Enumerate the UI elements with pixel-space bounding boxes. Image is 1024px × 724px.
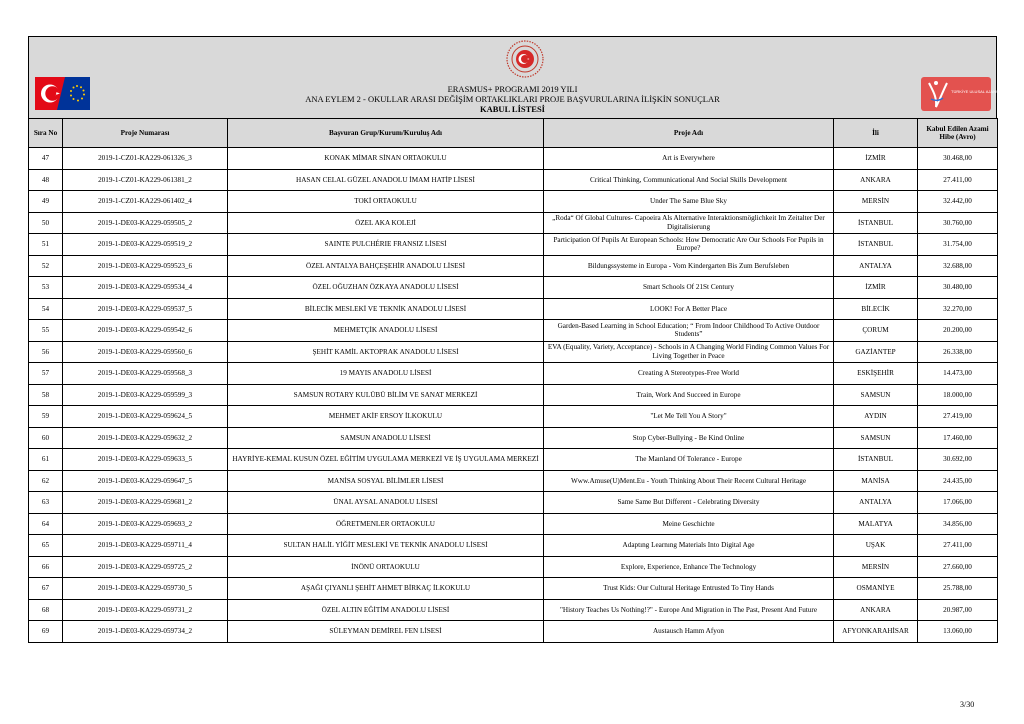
proje-adi-cell: Creating A Stereotypes-Free World [544, 363, 834, 385]
ili-cell: İSTANBUL [834, 212, 918, 234]
proje-numarasi-cell: 2019-1-CZ01-KA229-061381_2 [63, 169, 228, 191]
proje-numarasi-cell: 2019-1-DE03-KA229-059725_2 [63, 556, 228, 578]
column-header-hibe: Kabul Edilen Azami Hibe (Avro) [918, 119, 998, 148]
proje-adi-cell: Stop Cyber-Bullying - Be Kind Online [544, 427, 834, 449]
basvuran-cell: 19 MAYIS ANADOLU LİSESİ [228, 363, 544, 385]
table-row [29, 255, 998, 277]
proje-adi-cell: Garden-Based Learning in School Education; “ From Indoor Childhood To Active Outdoor Students” [544, 320, 834, 342]
hibe-cell: 27.411,00 [918, 169, 998, 191]
proje-numarasi-cell: 2019-1-DE03-KA229-059734_2 [63, 621, 228, 643]
hibe-cell: 27.660,00 [918, 556, 998, 578]
column-header-sira-no: Sıra No [29, 119, 63, 148]
sira-no-cell: 68 [29, 599, 63, 621]
column-header-proje-adi: Proje Adı [544, 119, 834, 148]
proje-adi-cell: LOOK! For A Better Place [544, 298, 834, 320]
proje-adi-cell: Explore, Experience, Enhance The Technology [544, 556, 834, 578]
proje-numarasi-cell: 2019-1-DE03-KA229-059523_6 [63, 255, 228, 277]
proje-numarasi-cell: 2019-1-DE03-KA229-059568_3 [63, 363, 228, 385]
basvuran-cell: SULTAN HALİL YİĞİT MESLEKİ VE TEKNİK ANADOLU LİSESİ [228, 535, 544, 557]
sira-no-cell: 52 [29, 255, 63, 277]
proje-adi-cell: Critical Thinking, Communicational And Social Skills Development [544, 169, 834, 191]
proje-adi-cell: Trust Kids: Our Cultural Heritage Entrusted To Tiny Hands [544, 578, 834, 600]
ili-cell: İSTANBUL [834, 449, 918, 471]
hibe-cell: 27.419,00 [918, 406, 998, 428]
table-row [29, 320, 998, 342]
proje-numarasi-cell: 2019-1-DE03-KA229-059624_5 [63, 406, 228, 428]
list-title: KABUL LİSTESİ [480, 104, 545, 114]
proje-adi-cell: "History Teaches Us Nothing!?" - Europe And Migration in The Past, Present And Future [544, 599, 834, 621]
proje-adi-cell: Bildungssysteme in Europa - Vom Kindergarten Bis Zum Berufsleben [544, 255, 834, 277]
ili-cell: ÇORUM [834, 320, 918, 342]
hibe-cell: 30.692,00 [918, 449, 998, 471]
proje-numarasi-cell: 2019-1-DE03-KA229-059711_4 [63, 535, 228, 557]
proje-numarasi-cell: 2019-1-DE03-KA229-059505_2 [63, 212, 228, 234]
sira-no-cell: 47 [29, 148, 63, 170]
hibe-cell: 34.856,00 [918, 513, 998, 535]
table-row [29, 513, 998, 535]
basvuran-cell: KONAK MİMAR SİNAN ORTAOKULU [228, 148, 544, 170]
ili-cell: ESKİŞEHİR [834, 363, 918, 385]
proje-numarasi-cell: 2019-1-CZ01-KA229-061402_4 [63, 191, 228, 213]
table-row [29, 298, 998, 320]
sira-no-cell: 54 [29, 298, 63, 320]
table-row [29, 277, 998, 299]
proje-adi-cell: The Maınland Of Tolerance - Europe [544, 449, 834, 471]
proje-numarasi-cell: 2019-1-DE03-KA229-059633_5 [63, 449, 228, 471]
basvuran-cell: ŞEHİT KAMİL AKTOPRAK ANADOLU LİSESİ [228, 341, 544, 363]
hibe-cell: 26.338,00 [918, 341, 998, 363]
table-row [29, 578, 998, 600]
ili-cell: İSTANBUL [834, 234, 918, 256]
basvuran-cell: TOKİ ORTAOKULU [228, 191, 544, 213]
sira-no-cell: 56 [29, 341, 63, 363]
hibe-cell: 30.480,00 [918, 277, 998, 299]
hibe-cell: 24.435,00 [918, 470, 998, 492]
proje-numarasi-cell: 2019-1-DE03-KA229-059534_4 [63, 277, 228, 299]
proje-adi-cell: Meine Geschichte [544, 513, 834, 535]
hibe-cell: 13.060,00 [918, 621, 998, 643]
document-sheet [28, 36, 1000, 643]
basvuran-cell: MEHMET AKİF ERSOY İLKOKULU [228, 406, 544, 428]
sira-no-cell: 55 [29, 320, 63, 342]
proje-numarasi-cell: 2019-1-DE03-KA229-059519_2 [63, 234, 228, 256]
proje-numarasi-cell: 2019-1-DE03-KA229-059537_5 [63, 298, 228, 320]
sira-no-cell: 48 [29, 169, 63, 191]
basvuran-cell: ÖZEL ANTALYA BAHÇEŞEHİR ANADOLU LİSESİ [228, 255, 544, 277]
ili-cell: ANTALYA [834, 492, 918, 514]
table-row [29, 384, 998, 406]
document-header [28, 36, 1000, 118]
basvuran-cell: ÖZEL AKA KOLEJİ [228, 212, 544, 234]
proje-numarasi-cell: 2019-1-DE03-KA229-059681_2 [63, 492, 228, 514]
sira-no-cell: 62 [29, 470, 63, 492]
ili-cell: MERSİN [834, 191, 918, 213]
hibe-cell: 14.473,00 [918, 363, 998, 385]
proje-numarasi-cell: 2019-1-DE03-KA229-059647_5 [63, 470, 228, 492]
ili-cell: MANİSA [834, 470, 918, 492]
column-header-ili: İli [834, 119, 918, 148]
sira-no-cell: 60 [29, 427, 63, 449]
sira-no-cell: 66 [29, 556, 63, 578]
table-row [29, 341, 998, 363]
program-title: ERASMUS+ PROGRAMI 2019 YILI [447, 84, 578, 94]
sira-no-cell: 64 [29, 513, 63, 535]
table-row [29, 406, 998, 428]
basvuran-cell: HASAN CELAL GÜZEL ANADOLU İMAM HATİP LİSESİ [228, 169, 544, 191]
hibe-cell: 31.754,00 [918, 234, 998, 256]
basvuran-cell: SÜLEYMAN DEMİREL FEN LİSESİ [228, 621, 544, 643]
ili-cell: ANKARA [834, 169, 918, 191]
table-row [29, 556, 998, 578]
page-number: 3/30 [960, 700, 975, 709]
proje-numarasi-cell: 2019-1-DE03-KA229-059542_6 [63, 320, 228, 342]
basvuran-cell: AŞAĞI ÇIYANLI ŞEHİT AHMET BİRKAÇ İLKOKULU [228, 578, 544, 600]
proje-numarasi-cell: 2019-1-DE03-KA229-059560_6 [63, 341, 228, 363]
ili-cell: ANTALYA [834, 255, 918, 277]
table-row [29, 492, 998, 514]
ili-cell: BİLECİK [834, 298, 918, 320]
proje-numarasi-cell: 2019-1-DE03-KA229-059693_2 [63, 513, 228, 535]
proje-adi-cell: „Roda“ Of Global Cultures- Capoeira Als Alternative Interaktionsmöglichkeit Im Zeitalter Der Digitalisierung [544, 212, 834, 234]
proje-numarasi-cell: 2019-1-DE03-KA229-059599_3 [63, 384, 228, 406]
table-row [29, 234, 998, 256]
table-row [29, 621, 998, 643]
sira-no-cell: 57 [29, 363, 63, 385]
hibe-cell: 20.987,00 [918, 599, 998, 621]
basvuran-cell: ÜNAL AYSAL ANADOLU LİSESİ [228, 492, 544, 514]
table-row [29, 599, 998, 621]
turkish-national-agency-logo-icon [921, 77, 1000, 111]
acceptance-table [28, 118, 998, 643]
hibe-cell: 27.411,00 [918, 535, 998, 557]
sira-no-cell: 59 [29, 406, 63, 428]
column-header-basvuran: Başvuran Grup/Kurum/Kuruluş Adı [228, 119, 544, 148]
hibe-cell: 30.468,00 [918, 148, 998, 170]
hibe-cell: 20.200,00 [918, 320, 998, 342]
table-row [29, 169, 998, 191]
table-row [29, 191, 998, 213]
proje-adi-cell: EVA (Equality, Variety, Acceptance) - Schools in A Changing World Finding Common Values For Living Together in Peace [544, 341, 834, 363]
proje-adi-cell: Www.Amuse(U)Ment.Eu - Youth Thinking About Their Recent Cultural Heritage [544, 470, 834, 492]
hibe-cell: 32.688,00 [918, 255, 998, 277]
sira-no-cell: 58 [29, 384, 63, 406]
ili-cell: OSMANİYE [834, 578, 918, 600]
ili-cell: İZMİR [834, 277, 918, 299]
ili-cell: AYDIN [834, 406, 918, 428]
proje-adi-cell: Art is Everywhere [544, 148, 834, 170]
ili-cell: SAMSUN [834, 427, 918, 449]
hibe-cell: 25.788,00 [918, 578, 998, 600]
proje-adi-cell: Adaptıng Learnıng Materials Into Digital Age [544, 535, 834, 557]
ministry-seal-icon [506, 40, 544, 78]
proje-numarasi-cell: 2019-1-DE03-KA229-059731_2 [63, 599, 228, 621]
sira-no-cell: 53 [29, 277, 63, 299]
basvuran-cell: BİLECİK MESLEKİ VE TEKNİK ANADOLU LİSESİ [228, 298, 544, 320]
basvuran-cell: İNÖNÜ ORTAOKULU [228, 556, 544, 578]
sira-no-cell: 63 [29, 492, 63, 514]
svg-text:TÜRKİYE ULUSAL AJANSI: TÜRKİYE ULUSAL AJANSI [951, 89, 1000, 94]
proje-numarasi-cell: 2019-1-CZ01-KA229-061326_3 [63, 148, 228, 170]
sira-no-cell: 65 [29, 535, 63, 557]
proje-adi-cell: "Let Me Tell You A Story" [544, 406, 834, 428]
basvuran-cell: SAINTE PULCHÉRIE FRANSIZ LİSESİ [228, 234, 544, 256]
table-header-row [29, 119, 998, 148]
column-header-proje-numarasi: Proje Numarası [63, 119, 228, 148]
proje-numarasi-cell: 2019-1-DE03-KA229-059632_2 [63, 427, 228, 449]
table-row [29, 212, 998, 234]
table-row [29, 449, 998, 471]
hibe-cell: 17.460,00 [918, 427, 998, 449]
ili-cell: UŞAK [834, 535, 918, 557]
table-row [29, 535, 998, 557]
sira-no-cell: 51 [29, 234, 63, 256]
proje-adi-cell: Under The Same Blue Sky [544, 191, 834, 213]
ili-cell: GAZİANTEP [834, 341, 918, 363]
proje-numarasi-cell: 2019-1-DE03-KA229-059730_5 [63, 578, 228, 600]
sira-no-cell: 49 [29, 191, 63, 213]
hibe-cell: 32.270,00 [918, 298, 998, 320]
sira-no-cell: 50 [29, 212, 63, 234]
table-row [29, 363, 998, 385]
hibe-cell: 17.066,00 [918, 492, 998, 514]
basvuran-cell: HAYRİYE-KEMAL KUSUN ÖZEL EĞİTİM UYGULAMA MERKEZİ VE İŞ UYGULAMA MERKEZİ [228, 449, 544, 471]
basvuran-cell: SAMSUN ANADOLU LİSESİ [228, 427, 544, 449]
sira-no-cell: 67 [29, 578, 63, 600]
hibe-cell: 32.442,00 [918, 191, 998, 213]
basvuran-cell: SAMSUN ROTARY KULÜBÜ BİLİM VE SANAT MERKEZİ [228, 384, 544, 406]
proje-adi-cell: Participation Of Pupils At European Schools: How Democratic Are Our Schools For Pupils in Europe? [544, 234, 834, 256]
sira-no-cell: 69 [29, 621, 63, 643]
basvuran-cell: ÖĞRETMENLER ORTAOKULU [228, 513, 544, 535]
ili-cell: MERSİN [834, 556, 918, 578]
table-body [29, 148, 998, 643]
table-row [29, 427, 998, 449]
sira-no-cell: 61 [29, 449, 63, 471]
ili-cell: SAMSUN [834, 384, 918, 406]
hibe-cell: 18.000,00 [918, 384, 998, 406]
table-row [29, 148, 998, 170]
ili-cell: AFYONKARAHİSAR [834, 621, 918, 643]
action-title: ANA EYLEM 2 - OKULLAR ARASI DEĞİŞİM ORTAKLIKLARI PROJE BAŞVURULARINA İLİŞKİN SONUÇLAR [305, 94, 720, 104]
ili-cell: MALATYA [834, 513, 918, 535]
hibe-cell: 30.760,00 [918, 212, 998, 234]
ili-cell: ANKARA [834, 599, 918, 621]
basvuran-cell: MEHMETÇİK ANADOLU LİSESİ [228, 320, 544, 342]
basvuran-cell: ÖZEL OĞUZHAN ÖZKAYA ANADOLU LİSESİ [228, 277, 544, 299]
proje-adi-cell: Austausch Hamm Afyon [544, 621, 834, 643]
basvuran-cell: ÖZEL ALTIN EĞİTİM ANADOLU LİSESİ [228, 599, 544, 621]
basvuran-cell: MANİSA SOSYAL BİLİMLER LİSESİ [228, 470, 544, 492]
proje-adi-cell: Train, Work And Succeed in Europe [544, 384, 834, 406]
proje-adi-cell: Smart Schools Of 21St Century [544, 277, 834, 299]
proje-adi-cell: Same Same But Different - Celebrating Diversity [544, 492, 834, 514]
ili-cell: İZMİR [834, 148, 918, 170]
table-row [29, 470, 998, 492]
